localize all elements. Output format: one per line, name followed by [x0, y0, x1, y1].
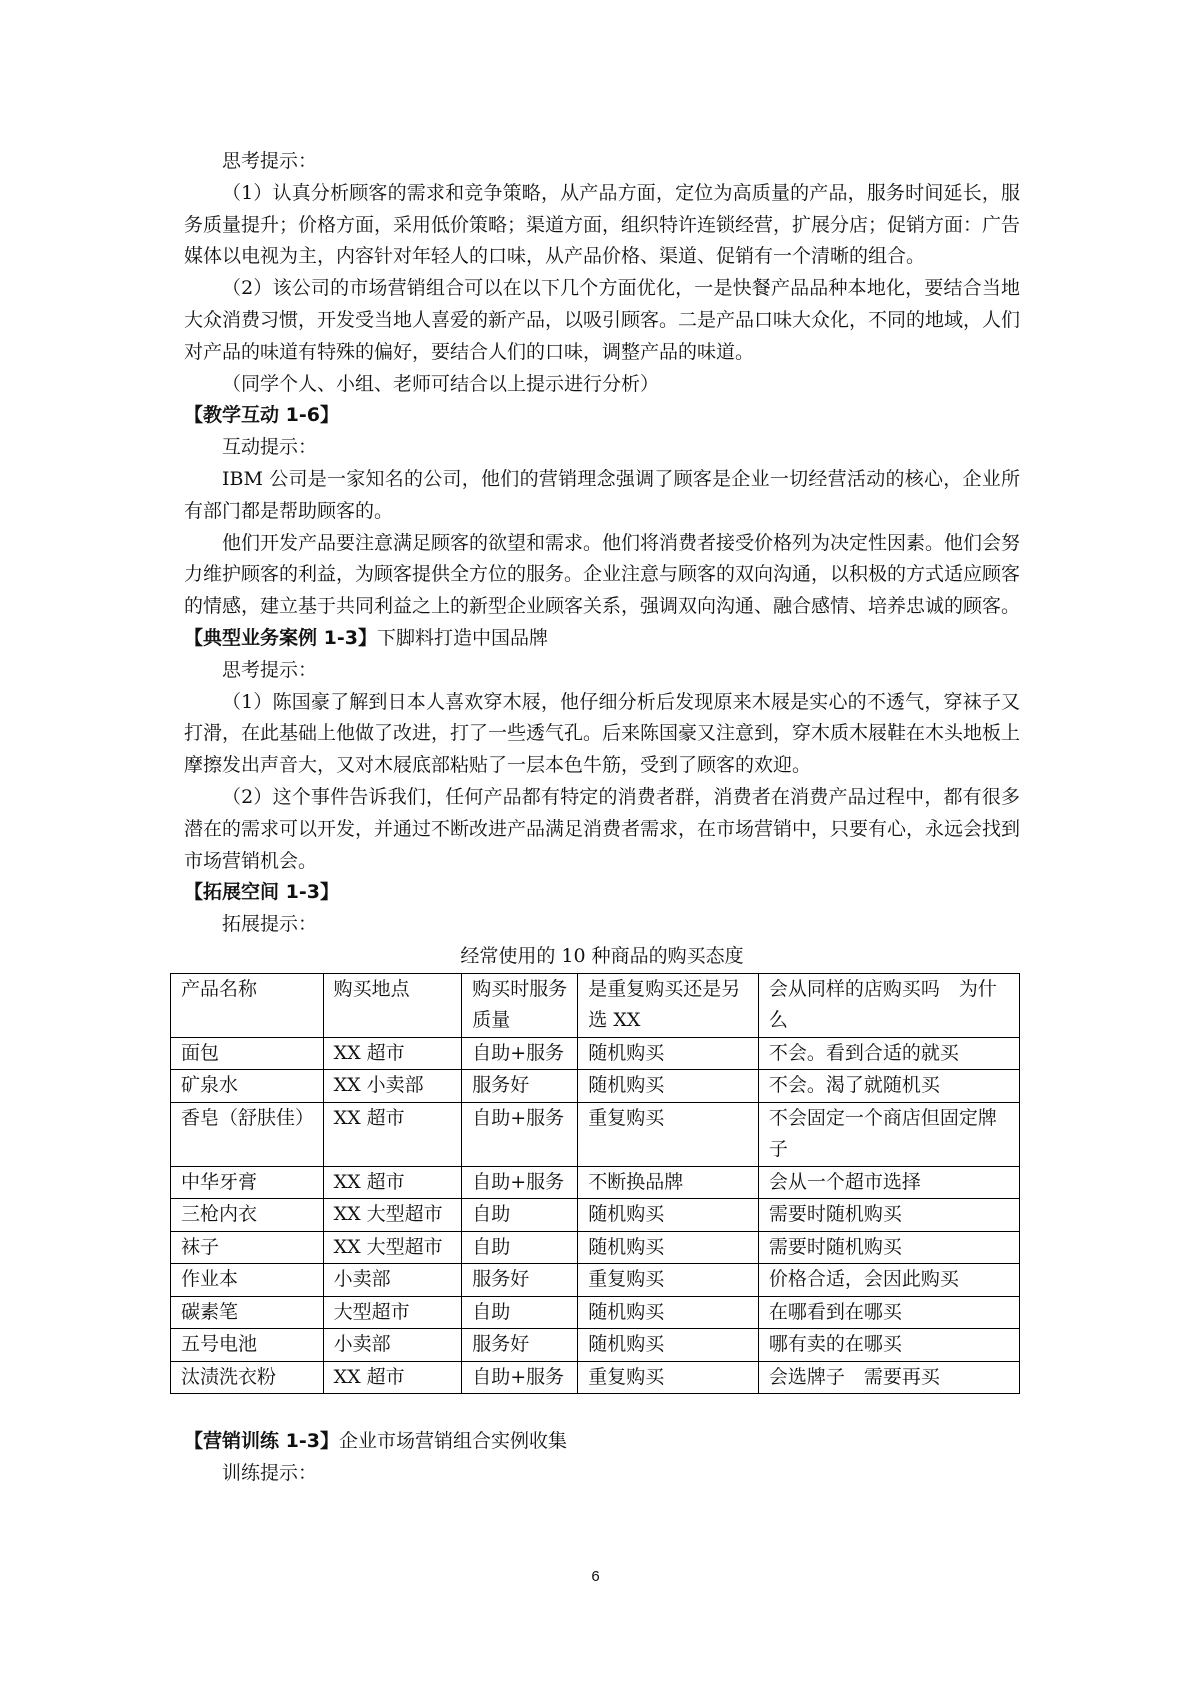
table-cell: 哪有卖的在哪买 — [758, 1329, 1019, 1362]
table-cell: 随机购买 — [578, 1296, 759, 1329]
table-cell: 汰渍洗衣粉 — [171, 1361, 324, 1394]
table-row — [171, 1264, 1020, 1297]
column-header-product: 产品名称 — [171, 973, 324, 1037]
table-cell: 随机购买 — [578, 1037, 759, 1070]
interaction-paragraph-2: 他们开发产品要注意满足顾客的欲望和需求。他们将消费者接受价格列为决定性因素。他们会努力维护顾客的利益，为顾客提供全方位的服务。企业注意与顾客的双向沟通，以积极的方式适应顾客的情感，建立基于共同利益之上的新型企业顾客关系，强调双向沟通、融合感情、培养忠诚的顾客。 — [184, 531, 1021, 618]
table-cell: 服务好 — [462, 1329, 578, 1362]
table-cell: 小卖部 — [323, 1264, 462, 1297]
table-header-row — [171, 973, 1020, 1037]
table-cell: 不断换品牌 — [578, 1166, 759, 1199]
table-cell: 服务好 — [462, 1070, 578, 1103]
training-heading — [184, 1426, 1020, 1458]
table-row — [171, 1102, 1020, 1166]
table-cell: 不会。渴了就随机买 — [758, 1070, 1019, 1103]
column-header-location: 购买地点 — [323, 973, 462, 1037]
interaction-hint-label: 互动提示： — [222, 436, 318, 459]
table-cell: 随机购买 — [578, 1329, 759, 1362]
table-row — [171, 1199, 1020, 1232]
blank-line — [184, 1394, 1020, 1426]
extension-heading-label: 【拓展空间 1-3】 — [184, 881, 339, 904]
table-row — [171, 1296, 1020, 1329]
training-heading-title: 企业市场营销组合实例收集 — [338, 1430, 567, 1453]
table-row — [171, 1166, 1020, 1199]
interaction-paragraph-1: IBM 公司是一家知名的公司，他们的营销理念强调了顾客是企业一切经营活动的核心，企业所有部门都是帮助顾客的。 — [184, 467, 1020, 522]
table-cell: XX 大型超市 — [323, 1231, 462, 1264]
training-hint-label: 训练提示： — [222, 1462, 318, 1485]
table-cell: XX 超市 — [323, 1166, 462, 1199]
table-cell: 中华牙膏 — [171, 1166, 324, 1199]
column-header-repeat: 是重复购买还是另选 XX — [578, 973, 759, 1037]
table-cell: 需要时随机购买 — [758, 1199, 1019, 1232]
table-cell: 随机购买 — [578, 1199, 759, 1232]
case-heading-label: 【典型业务案例 1-3】 — [184, 626, 377, 649]
table-cell: 随机购买 — [578, 1070, 759, 1103]
table-cell: 面包 — [171, 1037, 324, 1070]
table-cell: 会从一个超市选择 — [758, 1166, 1019, 1199]
table-cell: 自助+服务 — [462, 1361, 578, 1394]
training-heading-label: 【营销训练 1-3】 — [184, 1430, 339, 1453]
column-header-service: 购买时服务质量 — [462, 973, 578, 1037]
case-heading — [184, 623, 1020, 655]
table-cell: 自助+服务 — [462, 1102, 578, 1166]
case-heading-title: 下脚料打造中国品牌 — [376, 626, 548, 649]
table-row — [171, 1231, 1020, 1264]
column-header-same-store: 会从同样的店购买吗 为什么 — [758, 973, 1019, 1037]
purchase-attitude-table — [170, 973, 1020, 1395]
table-row — [171, 1329, 1020, 1362]
table-caption: 经常使用的 10 种商品的购买态度 — [460, 944, 744, 967]
table-cell: 自助 — [462, 1231, 578, 1264]
table-cell: XX 超市 — [323, 1037, 462, 1070]
thinking-paragraph-1: （1）认真分析顾客的需求和竞争策略，从产品方面，定位为高质量的产品，服务时间延长，服务质量提升；价格方面，采用低价策略；渠道方面，组织特许连锁经营，扩展分店；促销方面：广告媒体以电视为主，内容针对年轻人的口味，从产品价格、渠道、促销有一个清晰的组合。 — [184, 181, 1021, 268]
table-cell: 矿泉水 — [171, 1070, 324, 1103]
table-cell: XX 大型超市 — [323, 1199, 462, 1232]
table-cell: 不会固定一个商店但固定牌子 — [758, 1102, 1019, 1166]
interaction-heading-label: 【教学互动 1-6】 — [184, 404, 339, 427]
table-cell: 三枪内衣 — [171, 1199, 324, 1232]
table-cell: XX 超市 — [323, 1361, 462, 1394]
interaction-heading — [184, 400, 1020, 432]
extension-heading — [184, 877, 1020, 909]
table-cell: 大型超市 — [323, 1296, 462, 1329]
table-cell: 重复购买 — [578, 1264, 759, 1297]
thinking-note: （同学个人、小组、老师可结合以上提示进行分析） — [222, 372, 660, 395]
case-paragraph-1: （1）陈国豪了解到日本人喜欢穿木屐，他仔细分析后发现原来木屐是实心的不透气，穿袜子又打滑，在此基础上他做了改进，打了一些透气孔。后来陈国豪又注意到，穿木质木屐鞋在木头地板上摩擦发出声音大，又对木屐底部粘贴了一层本色牛筋，受到了顾客的欢迎。 — [184, 690, 1021, 777]
table-cell: 重复购买 — [578, 1102, 759, 1166]
table-row — [171, 1361, 1020, 1394]
table-cell: XX 超市 — [323, 1102, 462, 1166]
table-cell: 五号电池 — [171, 1329, 324, 1362]
table-cell: XX 小卖部 — [323, 1070, 462, 1103]
table-cell: 自助 — [462, 1199, 578, 1232]
table-cell: 需要时随机购买 — [758, 1231, 1019, 1264]
extension-hint-label: 拓展提示： — [222, 913, 318, 936]
thinking-hint-label: 思考提示： — [222, 150, 318, 172]
table-cell: 不会。看到合适的就买 — [758, 1037, 1019, 1070]
case-hint-label: 思考提示： — [222, 658, 318, 681]
page-number: 6 — [591, 1568, 600, 1585]
table-cell: 重复购买 — [578, 1361, 759, 1394]
table-row — [171, 1070, 1020, 1103]
table-cell: 作业本 — [171, 1264, 324, 1297]
case-paragraph-2: （2）这个事件告诉我们，任何产品都有特定的消费者群，消费者在消费产品过程中，都有很多潜在的需求可以开发，并通过不断改进产品满足消费者需求，在市场营销中，只要有心，永远会找到市场营销机会。 — [184, 785, 1021, 872]
table-cell: 服务好 — [462, 1264, 578, 1297]
document-page — [181, 146, 1021, 1490]
thinking-paragraph-2: （2）该公司的市场营销组合可以在以下几个方面优化，一是快餐产品品种本地化，要结合当地大众消费习惯，开发受当地人喜爱的新产品，以吸引顾客。二是产品口味大众化，不同的地域，人们对产品的味道有特殊的偏好，要结合人们的口味，调整产品的味道。 — [184, 277, 1021, 363]
table-row — [171, 1037, 1020, 1070]
table-cell: 小卖部 — [323, 1329, 462, 1362]
table-cell: 碳素笔 — [171, 1296, 324, 1329]
table-cell: 自助+服务 — [462, 1166, 578, 1199]
table-cell: 价格合适，会因此购买 — [758, 1264, 1019, 1297]
table-cell: 香皂（舒肤佳） — [171, 1102, 324, 1166]
table-cell: 在哪看到在哪买 — [758, 1296, 1019, 1329]
table-cell: 随机购买 — [578, 1231, 759, 1264]
table-cell: 袜子 — [171, 1231, 324, 1264]
table-cell: 会选牌子 需要再买 — [758, 1361, 1019, 1394]
table-cell: 自助+服务 — [462, 1037, 578, 1070]
table-cell: 自助 — [462, 1296, 578, 1329]
